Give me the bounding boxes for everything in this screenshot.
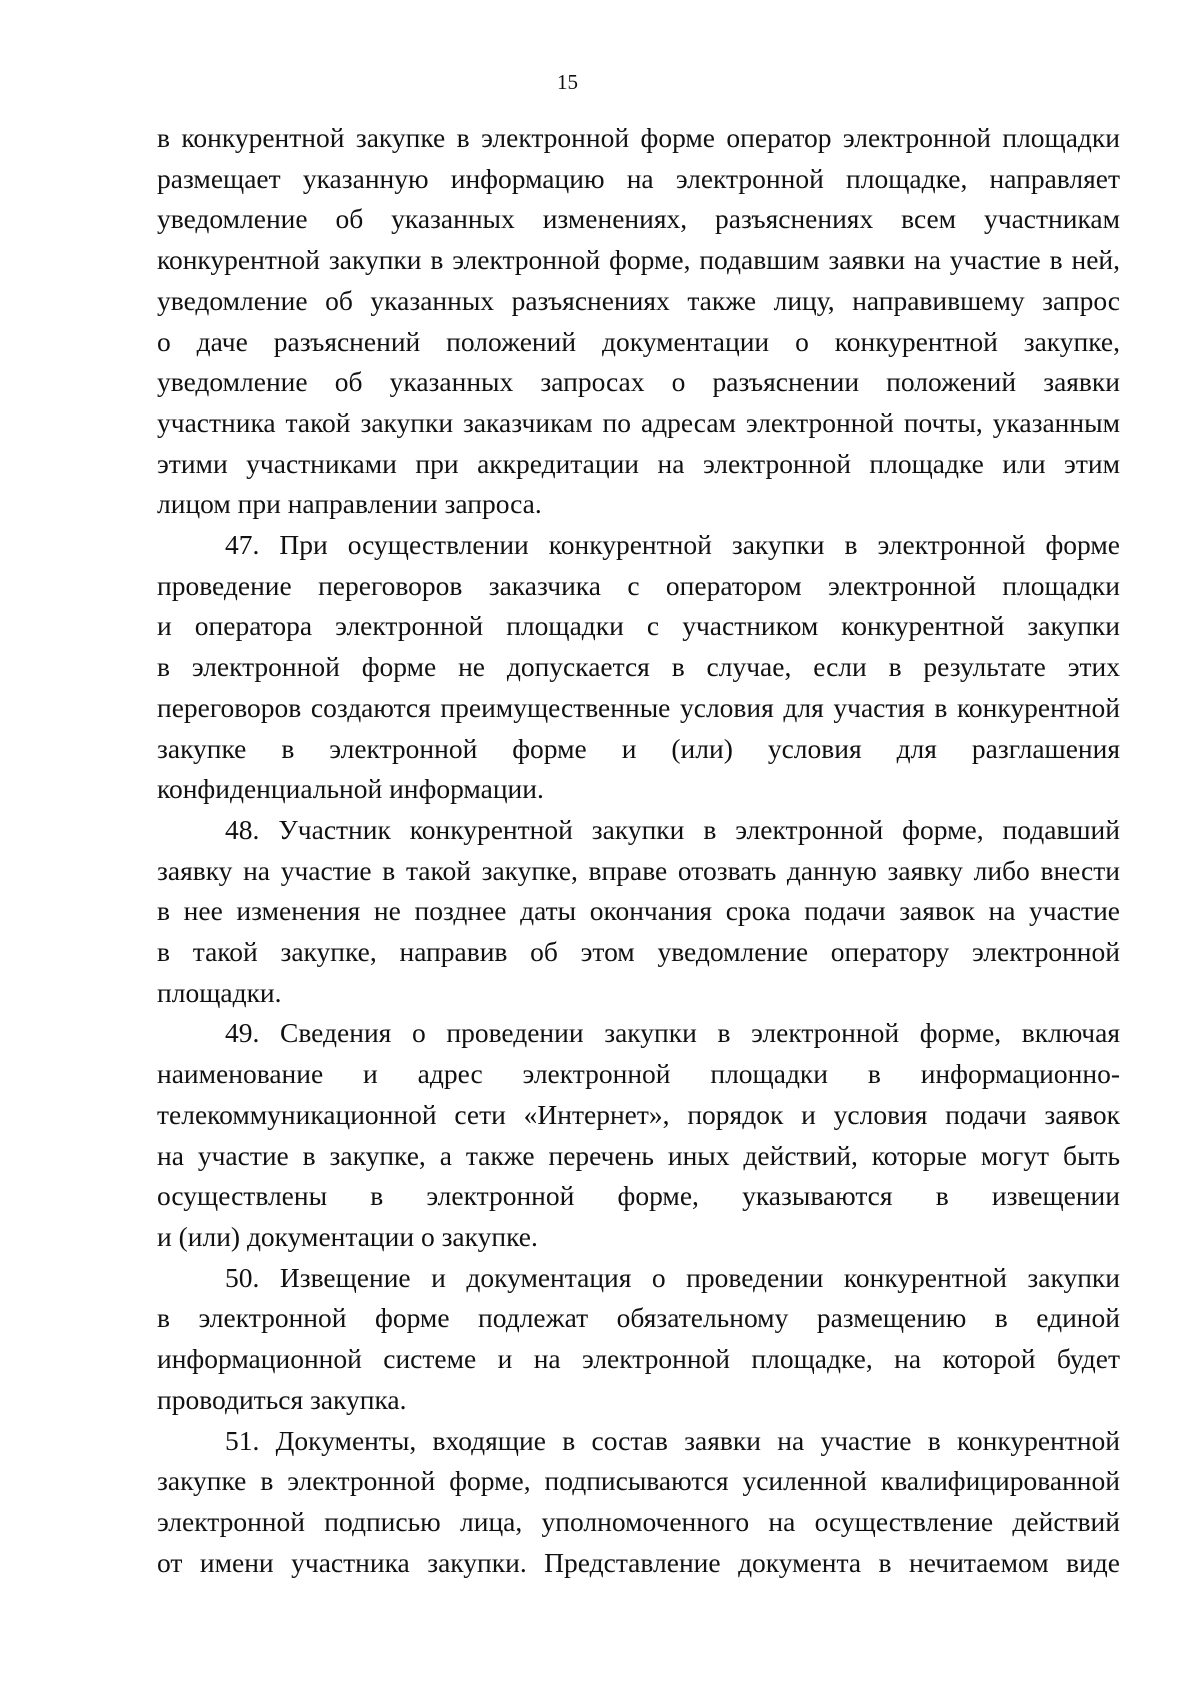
- text-line: информационной системе и на электронной площадке, на которой будет: [157, 1343, 1120, 1375]
- text-line: в электронной форме не допускается в случае, если в результате этих: [157, 651, 1120, 683]
- text-line: в электронной форме подлежат обязательному размещению в единой: [157, 1302, 1120, 1334]
- text-line: проведение переговоров заказчика с оператором электронной площадки: [157, 569, 1120, 601]
- text-line: закупке в электронной форме и (или) условия для разглашения: [157, 732, 1120, 764]
- text-line: уведомление об указанных разъяснениях также лицу, направившему запрос: [157, 284, 1120, 316]
- text-line: о даче разъяснений положений документации о конкурентной закупке,: [157, 325, 1120, 357]
- text-line: заявку на участие в такой закупке, вправе отозвать данную заявку либо внести: [157, 854, 1120, 886]
- text-line: от имени участника закупки. Представление документа в нечитаемом виде: [157, 1546, 1120, 1578]
- paragraph-51: [157, 1421, 1120, 1584]
- document-body: [157, 118, 1120, 1583]
- paragraph-49: [157, 1013, 1120, 1257]
- text-line: на участие в закупке, а также перечень иных действий, которые могут быть: [157, 1139, 1120, 1171]
- text-line: уведомление об указанных изменениях, разъяснениях всем участникам: [157, 203, 1120, 235]
- text-line: и оператора электронной площадки с участником конкурентной закупки: [157, 610, 1120, 642]
- text-line: этими участниками при аккредитации на электронной площадке или этим: [157, 447, 1120, 479]
- text-line: осуществлены в электронной форме, указываются в извещении: [157, 1180, 1120, 1212]
- text-line: 49. Сведения о проведении закупки в электронной форме, включая: [225, 1017, 1120, 1049]
- text-line: в нее изменения не позднее даты окончания срока подачи заявок на участие: [157, 895, 1120, 927]
- text-line: проводиться закупка.: [157, 1383, 407, 1415]
- text-line: в конкурентной закупке в электронной форме оператор электронной площадки: [157, 122, 1120, 153]
- text-line: в такой закупке, направив об этом уведомление оператору электронной: [157, 936, 1120, 968]
- text-line: размещает указанную информацию на электронной площадке, направляет: [157, 162, 1120, 194]
- text-line: телекоммуникационной сети «Интернет», порядок и условия подачи заявок: [157, 1098, 1120, 1130]
- text-line: уведомление об указанных запросах о разъяснении положений заявки: [157, 366, 1120, 398]
- text-line: конфиденциальной информации.: [157, 773, 544, 805]
- paragraph-47: [157, 525, 1120, 810]
- paragraph-continuation: [157, 118, 1120, 525]
- text-line: площадки.: [157, 976, 282, 1008]
- text-line: 50. Извещение и документация о проведении конкурентной закупки: [225, 1261, 1120, 1293]
- text-line: и (или) документации о закупке.: [157, 1220, 538, 1252]
- text-line: закупке в электронной форме, подписываются усиленной квалифицированной: [157, 1465, 1120, 1497]
- text-line: 47. При осуществлении конкурентной закупки в электронной форме: [225, 529, 1120, 561]
- text-line: 48. Участник конкурентной закупки в электронной форме, подавший: [225, 813, 1120, 845]
- text-line: переговоров создаются преимущественные условия для участия в конкурентной: [157, 691, 1120, 723]
- text-line: 51. Документы, входящие в состав заявки на участие в конкурентной: [225, 1424, 1120, 1456]
- paragraph-48: [157, 810, 1120, 1014]
- text-line: наименование и адрес электронной площадки в информационно-: [157, 1058, 1120, 1090]
- paragraph-50: [157, 1258, 1120, 1421]
- text-line: электронной подписью лица, уполномоченного на осуществление действий: [157, 1505, 1120, 1537]
- text-line: лицом при направлении запроса.: [157, 488, 542, 520]
- text-line: конкурентной закупки в электронной форме, подавшим заявки на участие в ней,: [157, 244, 1120, 276]
- page-number: 15: [557, 70, 578, 94]
- text-line: участника такой закупки заказчикам по адресам электронной почты, указанным: [157, 406, 1120, 438]
